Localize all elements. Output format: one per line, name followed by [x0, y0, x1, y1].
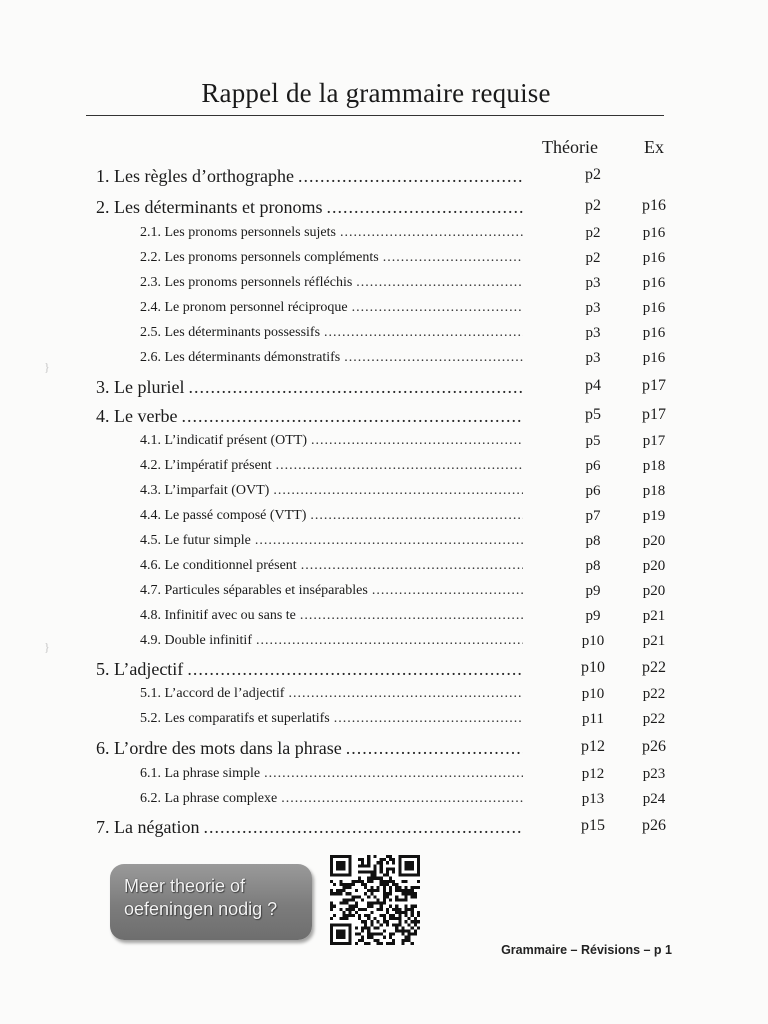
toc-entry — [140, 325, 523, 341]
toc-entry — [140, 250, 523, 266]
toc-entry — [140, 225, 523, 241]
toc-entry-label: 4.9. Double infinitif — [140, 633, 252, 648]
exercise-page-ref: p18 — [642, 458, 666, 474]
theory-page-ref: p2 — [585, 225, 601, 241]
toc-entry-label: 6. L’ordre des mots dans la phrase — [96, 738, 342, 758]
leader-dots — [273, 483, 523, 499]
toc-entry-label: 5. L’adjectif — [96, 659, 184, 679]
exercise-page-ref: p16 — [642, 300, 666, 316]
theory-page-ref: p13 — [581, 791, 605, 807]
theory-page-ref: p9 — [585, 583, 601, 599]
toc-section-row — [0, 166, 768, 192]
leader-dots — [181, 406, 523, 427]
theory-page-ref: p10 — [581, 659, 605, 676]
toc-entry-label: 7. La négation — [96, 817, 200, 837]
toc-subsection-row — [0, 350, 768, 376]
toc-entry — [140, 483, 523, 499]
exercise-page-ref: p16 — [642, 275, 666, 291]
toc-section-row — [0, 377, 768, 403]
toc-subsection-row — [0, 433, 768, 459]
toc-entry-label: 2.2. Les pronoms personnels compléments — [140, 250, 379, 265]
theory-page-ref: p2 — [585, 250, 601, 266]
theory-page-ref: p2 — [585, 166, 601, 183]
toc-entry-label: 6.1. La phrase simple — [140, 766, 261, 781]
margin-mark: } — [44, 640, 50, 654]
exercise-page-ref: p17 — [642, 406, 666, 423]
theory-page-ref: p9 — [585, 608, 601, 624]
exercise-page-ref: p20 — [642, 533, 666, 549]
theory-page-ref: p5 — [585, 433, 601, 449]
toc-entry-label: 4.3. L’imparfait (OVT) — [140, 483, 270, 498]
toc-entry — [140, 433, 523, 449]
toc-subsection-row — [0, 583, 768, 609]
theory-page-ref: p10 — [581, 633, 605, 649]
leader-dots — [346, 738, 523, 759]
toc-entry-label: 4.8. Infinitif avec ou sans te — [140, 608, 296, 623]
theory-page-ref: p8 — [585, 533, 601, 549]
toc-entry-label: 5.1. L’accord de l’adjectif — [140, 686, 285, 701]
theory-page-ref: p3 — [585, 300, 601, 316]
toc-entry — [140, 508, 523, 524]
exercise-page-ref: p20 — [642, 558, 666, 574]
title-underline — [86, 115, 664, 116]
page-footer: Grammaire – Révisions – p 1 — [501, 943, 672, 957]
toc-subsection-row — [0, 633, 768, 659]
toc-subsection-row — [0, 791, 768, 817]
toc-subsection-row — [0, 250, 768, 276]
toc-entry — [96, 166, 523, 187]
toc-entry — [140, 583, 523, 599]
toc-entry — [140, 791, 523, 807]
toc-subsection-row — [0, 275, 768, 301]
leader-dots — [264, 766, 523, 782]
more-theory-text: Meer theorie of oefeningen nodig ? — [124, 876, 278, 919]
toc-entry-label: 4. Le verbe — [96, 406, 178, 426]
margin-mark: } — [44, 360, 50, 374]
toc-section-row — [0, 197, 768, 223]
leader-dots — [203, 817, 523, 838]
toc-entry — [96, 738, 523, 759]
toc-subsection-row — [0, 533, 768, 559]
leader-dots — [344, 350, 523, 366]
theory-page-ref: p3 — [585, 350, 601, 366]
exercise-page-ref: p22 — [642, 659, 666, 676]
toc-section-row — [0, 817, 768, 843]
toc-entry — [140, 300, 523, 316]
leader-dots — [352, 300, 523, 316]
toc-entry-label: 2.4. Le pronom personnel réciproque — [140, 300, 348, 315]
page-title: Rappel de la grammaire requise — [201, 78, 551, 108]
toc-subsection-row — [0, 300, 768, 326]
leader-dots — [372, 583, 523, 599]
exercise-page-ref: p24 — [642, 791, 666, 807]
qr-code-icon[interactable] — [327, 855, 423, 945]
toc-entry-label: 4.7. Particules séparables et inséparables — [140, 583, 368, 598]
toc-section-row — [0, 738, 768, 764]
toc-entry — [140, 766, 523, 782]
column-header-exercises: Ex — [644, 137, 664, 157]
exercise-page-ref: p16 — [642, 250, 666, 266]
toc-entry — [140, 275, 523, 291]
theory-page-ref: p12 — [581, 766, 605, 782]
toc-entry-label: 5.2. Les comparatifs et superlatifs — [140, 711, 330, 726]
leader-dots — [334, 711, 523, 727]
toc-entry-label: 4.2. L’impératif présent — [140, 458, 272, 473]
leader-dots — [255, 533, 523, 549]
toc-entry — [96, 817, 523, 838]
exercise-page-ref: p17 — [642, 377, 666, 394]
toc-entry-label: 6.2. La phrase complexe — [140, 791, 278, 806]
toc-entry-label: 1. Les règles d’orthographe — [96, 166, 294, 186]
theory-page-ref: p6 — [585, 483, 601, 499]
leader-dots — [298, 166, 523, 187]
theory-page-ref: p15 — [581, 817, 605, 834]
leader-dots — [326, 197, 523, 218]
toc-entry-label: 4.4. Le passé composé (VTT) — [140, 508, 307, 523]
theory-page-ref: p3 — [585, 275, 601, 291]
leader-dots — [340, 225, 523, 241]
leader-dots — [288, 686, 523, 702]
theory-page-ref: p6 — [585, 458, 601, 474]
toc-subsection-row — [0, 608, 768, 634]
toc-entry-label: 2.1. Les pronoms personnels sujets — [140, 225, 336, 240]
toc-subsection-row — [0, 766, 768, 792]
toc-entry — [140, 633, 523, 649]
toc-entry-label: 3. Le pluriel — [96, 377, 185, 397]
exercise-page-ref: p26 — [642, 738, 666, 755]
toc-entry — [140, 686, 523, 702]
exercise-page-ref: p17 — [642, 433, 666, 449]
theory-page-ref: p12 — [581, 738, 605, 755]
leader-dots — [276, 458, 523, 474]
exercise-page-ref: p22 — [642, 686, 666, 702]
leader-dots — [188, 377, 523, 398]
toc-subsection-row — [0, 458, 768, 484]
toc-entry — [140, 350, 523, 366]
exercise-page-ref: p19 — [642, 508, 666, 524]
exercise-page-ref: p22 — [642, 711, 666, 727]
toc-entry-label: 2. Les déterminants et pronoms — [96, 197, 323, 217]
leader-dots — [324, 325, 523, 341]
column-header-theory: Théorie — [542, 137, 598, 157]
exercise-page-ref: p20 — [642, 583, 666, 599]
toc-entry — [96, 197, 523, 218]
theory-page-ref: p8 — [585, 558, 601, 574]
exercise-page-ref: p21 — [642, 608, 666, 624]
toc-entry-label: 4.1. L’indicatif présent (OTT) — [140, 433, 308, 448]
toc-subsection-row — [0, 225, 768, 251]
toc-entry — [140, 711, 523, 727]
leader-dots — [300, 608, 523, 624]
theory-page-ref: p3 — [585, 325, 601, 341]
toc-entry — [140, 533, 523, 549]
leader-dots — [311, 433, 523, 449]
toc-entry — [96, 406, 523, 427]
theory-page-ref: p7 — [585, 508, 601, 524]
toc-entry-label: 2.5. Les déterminants possessifs — [140, 325, 321, 340]
theory-page-ref: p11 — [582, 711, 604, 727]
theory-page-ref: p4 — [585, 377, 601, 394]
toc-entry-label: 4.5. Le futur simple — [140, 533, 251, 548]
toc-subsection-row — [0, 483, 768, 509]
leader-dots — [187, 659, 523, 680]
toc-entry — [140, 608, 523, 624]
toc-entry-label: 4.6. Le conditionnel présent — [140, 558, 297, 573]
toc-entry — [140, 458, 523, 474]
leader-dots — [281, 791, 523, 807]
leader-dots — [310, 508, 523, 524]
exercise-page-ref: p26 — [642, 817, 666, 834]
exercise-page-ref: p16 — [642, 350, 666, 366]
more-theory-button[interactable] — [110, 864, 312, 940]
exercise-page-ref: p16 — [642, 225, 666, 241]
toc-subsection-row — [0, 325, 768, 351]
exercise-page-ref: p16 — [642, 325, 666, 341]
toc-subsection-row — [0, 508, 768, 534]
exercise-page-ref: p23 — [642, 766, 666, 782]
leader-dots — [383, 250, 523, 266]
leader-dots — [256, 633, 523, 649]
leader-dots — [356, 275, 523, 291]
toc-section-row — [0, 406, 768, 432]
toc-subsection-row — [0, 711, 768, 737]
exercise-page-ref: p21 — [642, 633, 666, 649]
leader-dots — [301, 558, 523, 574]
toc-section-row — [0, 659, 768, 685]
exercise-page-ref: p16 — [642, 197, 666, 214]
toc-entry — [96, 377, 523, 398]
toc-entry-label: 2.3. Les pronoms personnels réfléchis — [140, 275, 353, 290]
toc-subsection-row — [0, 558, 768, 584]
theory-page-ref: p5 — [585, 406, 601, 423]
toc-entry — [140, 558, 523, 574]
toc-entry-label: 2.6. Les déterminants démonstratifs — [140, 350, 341, 365]
exercise-page-ref: p18 — [642, 483, 666, 499]
theory-page-ref: p2 — [585, 197, 601, 214]
theory-page-ref: p10 — [581, 686, 605, 702]
toc-entry — [96, 659, 523, 680]
toc-subsection-row — [0, 686, 768, 712]
